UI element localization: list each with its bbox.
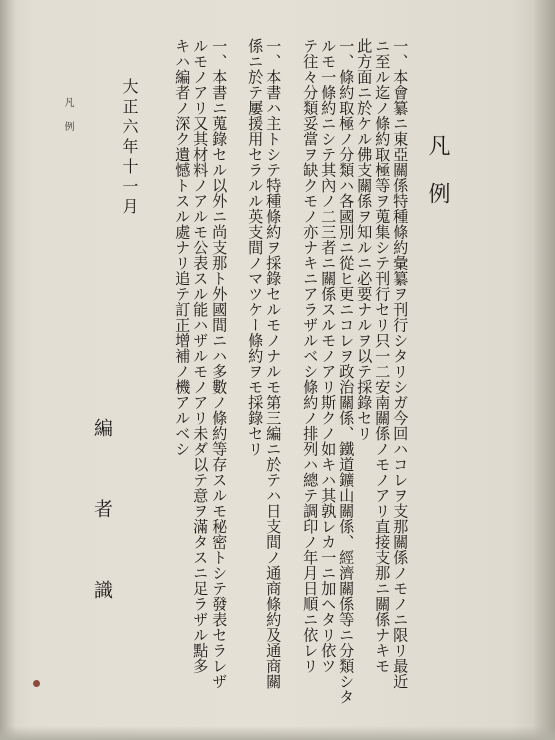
paper-blemish (33, 680, 40, 687)
body-line-4: 一、條約取極ノ分類ハ各國別ニ從ヒ更ニコレヲ政治關係、鐵道鑛山關係、經濟關係等ニ分類シタ (337, 38, 356, 705)
body-line-2: ニ至ル迄ノ條約取極等ヲ蒐集シテ刊行セリ只一二安南關係ノモノアリ直接支那ニ關係ナキモ (373, 38, 392, 674)
body-line-11: キハ編者ノ深ク遺憾トスル處ナリ追テ訂正增補ノ機アルベシ (173, 38, 192, 457)
running-head: 凡例 (62, 97, 73, 145)
body-line-9: 一、本書ニ蒐錄セル以外ニ尚支那ト外國間ニハ多數ノ條約等存スルモ秘密トシテ發表セラレザ (210, 38, 229, 689)
page-edge-bottom (0, 726, 555, 740)
compiler-signature: 編者識 (91, 418, 113, 661)
body-line-3: 此方面ニ於ケル佛支關係ヲ知ルニ必要ナルヲ以テ採錄セリ (355, 38, 374, 441)
body-line-7: 一、本書ハ主トシテ特種條約ヲ採錄セルモノナルモ第三編ニ於テハ日支間ノ通商條約及通商關 (264, 38, 283, 689)
page-title: 凡例 (425, 134, 450, 230)
publication-date: 大正六年十一月 (120, 78, 139, 218)
body-line-10: ルモノアリ又其材料ノアルモ公表スル能ハザルモノアリ未ダ以テ意ヲ滿タスニ足ラザル點多 (191, 38, 210, 674)
page-edge-right (533, 0, 555, 740)
body-line-5: ルモ一條約ニシテ其內ノ二三者ニ關係スルモノアリ斯クノ如キハ其孰レカ一ニ加ヘタリ依ツ (319, 38, 338, 674)
body-line-6: テ往々分類妥當ヲ缺クモノ亦ナキニアラザルベシ條約ノ排列ハ總テ調印ノ年月日順ニ依レリ (301, 38, 320, 674)
body-line-1: 一、本會纂ニ東亞關係特種條約彙纂ヲ刊行シタリシガ今回ハコレヲ支那關係ノモノニ限リ最近 (391, 38, 410, 689)
gutter-shadow (0, 0, 16, 740)
body-line-8: 係ニ於テ屢援用セラルル英支間ノマツケー條約ヲモ採錄セリ (246, 38, 265, 457)
